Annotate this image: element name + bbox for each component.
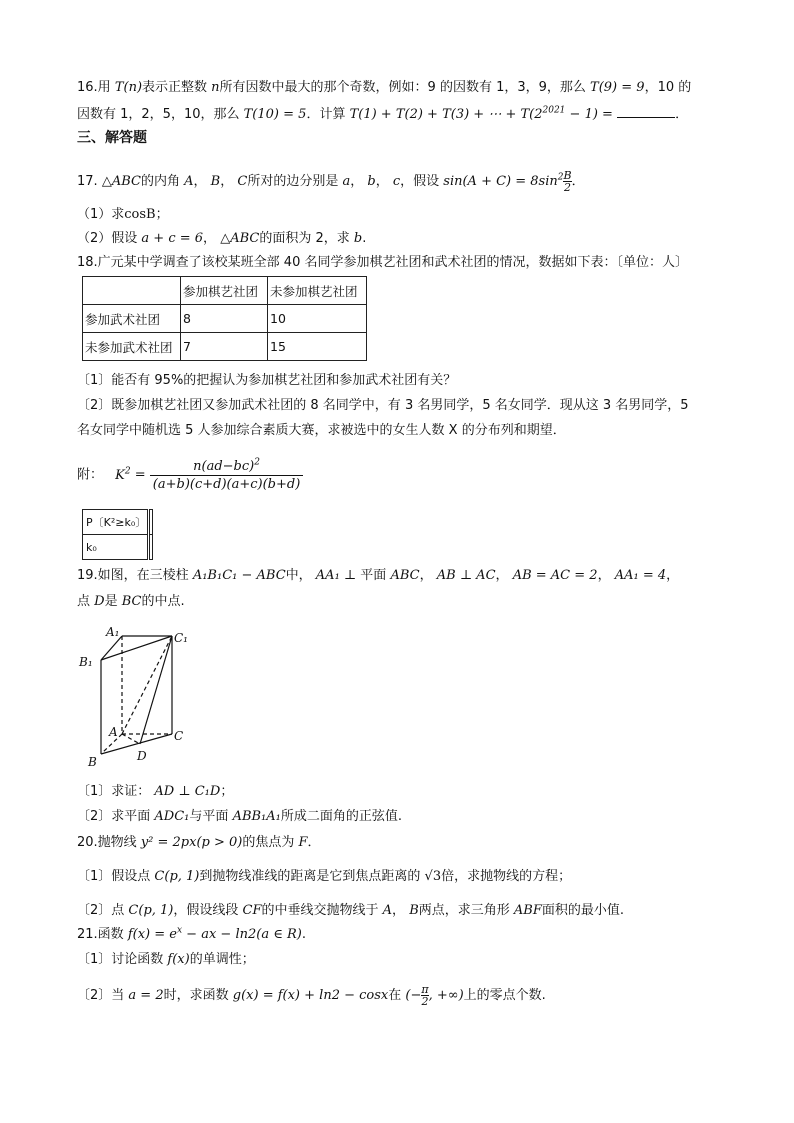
q21-exponent: x	[176, 925, 183, 936]
k2-symbol	[115, 468, 130, 483]
appendix-label: 附：	[77, 467, 104, 483]
q19-math: AD ⊥ C₁D	[154, 784, 221, 799]
q17-math: b	[367, 174, 376, 189]
table-row	[83, 535, 153, 560]
q19-text: ，	[597, 568, 611, 583]
q19-text: ，	[666, 568, 680, 583]
answer-blank	[617, 104, 675, 118]
q21-math: f(x)	[167, 952, 190, 967]
q16-math: T(1) + T(2) + T(3) + ⋯ + T(2	[349, 107, 543, 122]
q20-text: 〔1〕假设点	[77, 869, 151, 884]
q19-text: 的中点.	[141, 594, 185, 609]
q20-math: C(p, 1)	[154, 869, 200, 884]
q21-math: g(x) = f(x) + ln2 − cosx	[232, 988, 389, 1003]
q16-math: T(10) = 5	[243, 107, 307, 122]
q20-text: 两点，求三角形	[418, 903, 510, 918]
fraction-numerator: π	[421, 983, 429, 996]
critical-value-table	[82, 509, 153, 560]
q19-line1	[77, 566, 679, 586]
q18-sub2-line1: 〔2〕既参加棋艺社团又参加武术社团的 8 名同学中，有 3 名男同学，5 名女同学．现从这 3 名男同学，5	[77, 398, 689, 413]
q19-math: AB = AC = 2	[512, 568, 598, 583]
q19-text: 是	[104, 594, 118, 609]
q19-math: AB ⊥ AC	[436, 568, 496, 583]
table-header-cell: 未参加棋艺社团	[268, 277, 367, 305]
q19-math: A₁B₁C₁ − ABC	[192, 568, 286, 583]
triangular-prism-figure	[76, 622, 200, 770]
q20-text: ，假设线段	[173, 903, 239, 918]
q17-math: a	[342, 174, 351, 189]
q21-math: a = 2	[128, 988, 164, 1003]
formula-denominator: (a+b)(c+d)(a+c)(b+d)	[152, 477, 301, 492]
label-b: B	[88, 755, 97, 769]
q19-math: ABB₁A₁	[232, 809, 281, 824]
table-cell: 10	[268, 305, 367, 333]
q19-text: 〔2〕求平面	[77, 809, 151, 824]
q21-text: 时，求函数	[163, 988, 229, 1003]
q17-text: ，	[203, 231, 217, 246]
q19-text: 〔1〕求证：	[77, 784, 151, 799]
q19-text: 点	[77, 594, 91, 609]
table-cell: 参加武术社团	[83, 305, 181, 333]
q16-text: 16.用	[77, 80, 111, 95]
fraction-denominator: 2	[564, 181, 572, 194]
q19-text: ，	[495, 568, 509, 583]
q21-math: f(x) = e	[127, 927, 177, 942]
q17-text: ．	[571, 174, 585, 189]
q17-sub2	[77, 229, 366, 249]
q20-math: √3	[424, 869, 442, 884]
label-c1: C₁	[174, 631, 188, 645]
q19-math: AA₁ = 4	[614, 568, 667, 583]
q17-fraction	[563, 170, 571, 193]
q21-math: , +∞)	[428, 988, 464, 1003]
label-c: C	[174, 729, 184, 743]
q21-text: 21.函数	[77, 927, 124, 942]
q20-text: ．	[307, 835, 321, 850]
label-a: A	[109, 725, 118, 739]
q16-text: ．	[675, 107, 689, 122]
q18-intro: 18.广元某中学调查了该校某班全部 40 名同学参加棋艺社团和武术社团的情况，数据如下表：〔单位：人〕	[77, 255, 688, 270]
q19-math: D	[94, 594, 105, 609]
equals-sign: =	[134, 467, 146, 483]
q17-text: 的内角	[140, 174, 180, 189]
q21-text: 在	[388, 988, 402, 1003]
q17-number: 17.	[77, 174, 98, 189]
q21-text: .	[301, 927, 306, 942]
q17-math: cosB	[124, 207, 156, 222]
q20-text: ，	[392, 903, 406, 918]
q16-text: 所有因数中最大的那个奇数，例如：9 的因数有 1，3，9，那么	[219, 80, 586, 95]
table-row	[83, 333, 367, 361]
q16-line2	[77, 104, 688, 125]
q20-math: C(p, 1)	[128, 903, 174, 918]
table-row	[83, 305, 367, 333]
q19-math: ADC₁	[154, 809, 190, 824]
q20-math: A	[382, 903, 393, 918]
q17-math: B	[210, 174, 221, 189]
q19-math: AA₁ ⊥	[315, 568, 357, 583]
chi-square-formula	[77, 458, 303, 493]
table-header-cell: 参加棋艺社团	[181, 277, 268, 305]
q20-text: 面积的最小值.	[541, 903, 625, 918]
q17-math: a + c = 6	[141, 231, 204, 246]
label-b1: B₁	[79, 655, 93, 669]
segment-ad-hidden	[122, 734, 140, 744]
q17-text: （2）假设	[77, 231, 138, 246]
q21-math: (−	[405, 988, 422, 1003]
q20-text: 〔2〕点	[77, 903, 125, 918]
formula-fraction	[150, 458, 304, 493]
q16-text: ，10 的	[644, 80, 692, 95]
q18-sub1: 〔1〕能否有 95%的把握认为参加棋艺社团和参加武术社团有关？	[77, 373, 457, 388]
q21-sub1	[77, 950, 255, 970]
fraction-numerator: B	[563, 169, 572, 182]
pi-over-2-fraction	[421, 984, 428, 1007]
k2-letter: K	[115, 467, 125, 483]
q18-sub2-line2: 名女同学中随机选 5 人参加综合素质大赛，求被选中的女生人数 X 的分布列和期望．	[77, 423, 566, 438]
q20-math: CF	[242, 903, 262, 918]
q19-text: 所成二面角的正弦值.	[280, 809, 403, 824]
q19-math: BC	[121, 594, 142, 609]
q21-math: − ax − ln2(a ∈ R)	[182, 927, 302, 942]
q21-text: 〔1〕讨论函数	[77, 952, 164, 967]
q17-sub1	[77, 205, 169, 225]
q17-text: （1）求	[77, 207, 125, 222]
q20-math: y² = 2px(p > 0)	[140, 835, 243, 850]
q17-math: c	[392, 174, 401, 189]
q20-stem	[77, 833, 321, 853]
q20-math: F	[298, 835, 308, 850]
q19-text: 与平面	[189, 809, 229, 824]
table-cell: 7	[181, 333, 268, 361]
numerator-exponent: 2	[254, 457, 260, 468]
q20-math: B	[409, 903, 419, 918]
q17-text: ；	[155, 207, 169, 222]
q17-text: 所对的边分别是	[247, 174, 339, 189]
q17-text: ，假设	[400, 174, 440, 189]
q21-text: 〔2〕当	[77, 988, 125, 1003]
table-cell: 未参加武术社团	[83, 333, 181, 361]
table-cell	[149, 535, 153, 560]
q17-math: sin(A + C) = 8sin	[443, 174, 558, 189]
q20-sub1	[77, 867, 571, 887]
q16-math: − 1) =	[565, 107, 613, 122]
q17-math: △ABC	[220, 231, 260, 246]
q17-math: b	[353, 231, 363, 246]
section-heading: 三、解答题	[77, 130, 147, 146]
q19-sub1	[77, 782, 233, 802]
q17-text: .	[362, 231, 367, 246]
table-cell: P〔K²≥k₀〕	[83, 510, 149, 535]
survey-table	[82, 276, 367, 361]
q17-exponent: 2	[557, 172, 564, 183]
q20-text: 倍，求抛物线的方程；	[441, 869, 572, 884]
label-d: D	[137, 749, 147, 763]
q19-text: ；	[220, 784, 234, 799]
q16-math: n	[211, 80, 220, 95]
q19-sub2	[77, 807, 402, 827]
table-header-cell	[83, 277, 181, 305]
q16-text: ．计算	[306, 107, 346, 122]
q19-text: ，	[419, 568, 433, 583]
q21-stem	[77, 925, 306, 945]
numerator-text: n(ad−bc)	[193, 459, 255, 474]
q17-text: 的面积为 2，求	[259, 231, 350, 246]
q19-line2	[77, 592, 185, 612]
q19-text: 19.如图，在三棱柱	[77, 568, 189, 583]
q16-math: T(n)	[114, 80, 143, 95]
q16-line1	[77, 78, 691, 98]
q20-text: 20.抛物线	[77, 835, 137, 850]
q20-text: 的焦点为	[242, 835, 295, 850]
table-cell: 8	[181, 305, 268, 333]
label-a1: A₁	[106, 625, 120, 639]
q16-math: T(9) = 9	[590, 80, 645, 95]
q20-math: ABF	[513, 903, 542, 918]
k2-exponent: 2	[124, 466, 131, 477]
table-row	[83, 510, 153, 535]
q16-text: 表示正整数	[142, 80, 208, 95]
q17-math: △ABC	[101, 174, 141, 189]
q21-text: 的单调性；	[189, 952, 255, 967]
q19-math: ABC	[390, 568, 420, 583]
table-header-row	[83, 277, 367, 305]
q20-text: 到抛物线准线的距离是它到焦点距离的	[199, 869, 421, 884]
q19-text: 平面	[360, 568, 387, 583]
q21-sub2	[77, 984, 546, 1007]
table-cell: 15	[268, 333, 367, 361]
q19-text: 中，	[285, 568, 312, 583]
fraction-denominator: 2	[421, 995, 429, 1008]
q20-text: 的中垂线交抛物线于	[261, 903, 379, 918]
formula-numerator	[150, 458, 304, 476]
q20-sub2	[77, 901, 624, 921]
q17-stem: 17. △ABC的内角 A， B， C所对的边分别是 a， b， c，假设 $\sin(A + C) = 8\sin^2$ $\frac{B}{2}$ ．	[77, 169, 585, 194]
q17-math: A	[184, 174, 194, 189]
q16-sum-expression	[350, 107, 613, 122]
q16-text: 因数有 1，2，5，10，那么	[77, 107, 240, 122]
q21-text: 上的零点个数.	[463, 988, 546, 1003]
q17-math: C	[237, 174, 248, 189]
q16-exponent: 2021	[542, 105, 566, 116]
table-cell	[149, 510, 153, 535]
table-cell: k₀	[83, 535, 149, 560]
